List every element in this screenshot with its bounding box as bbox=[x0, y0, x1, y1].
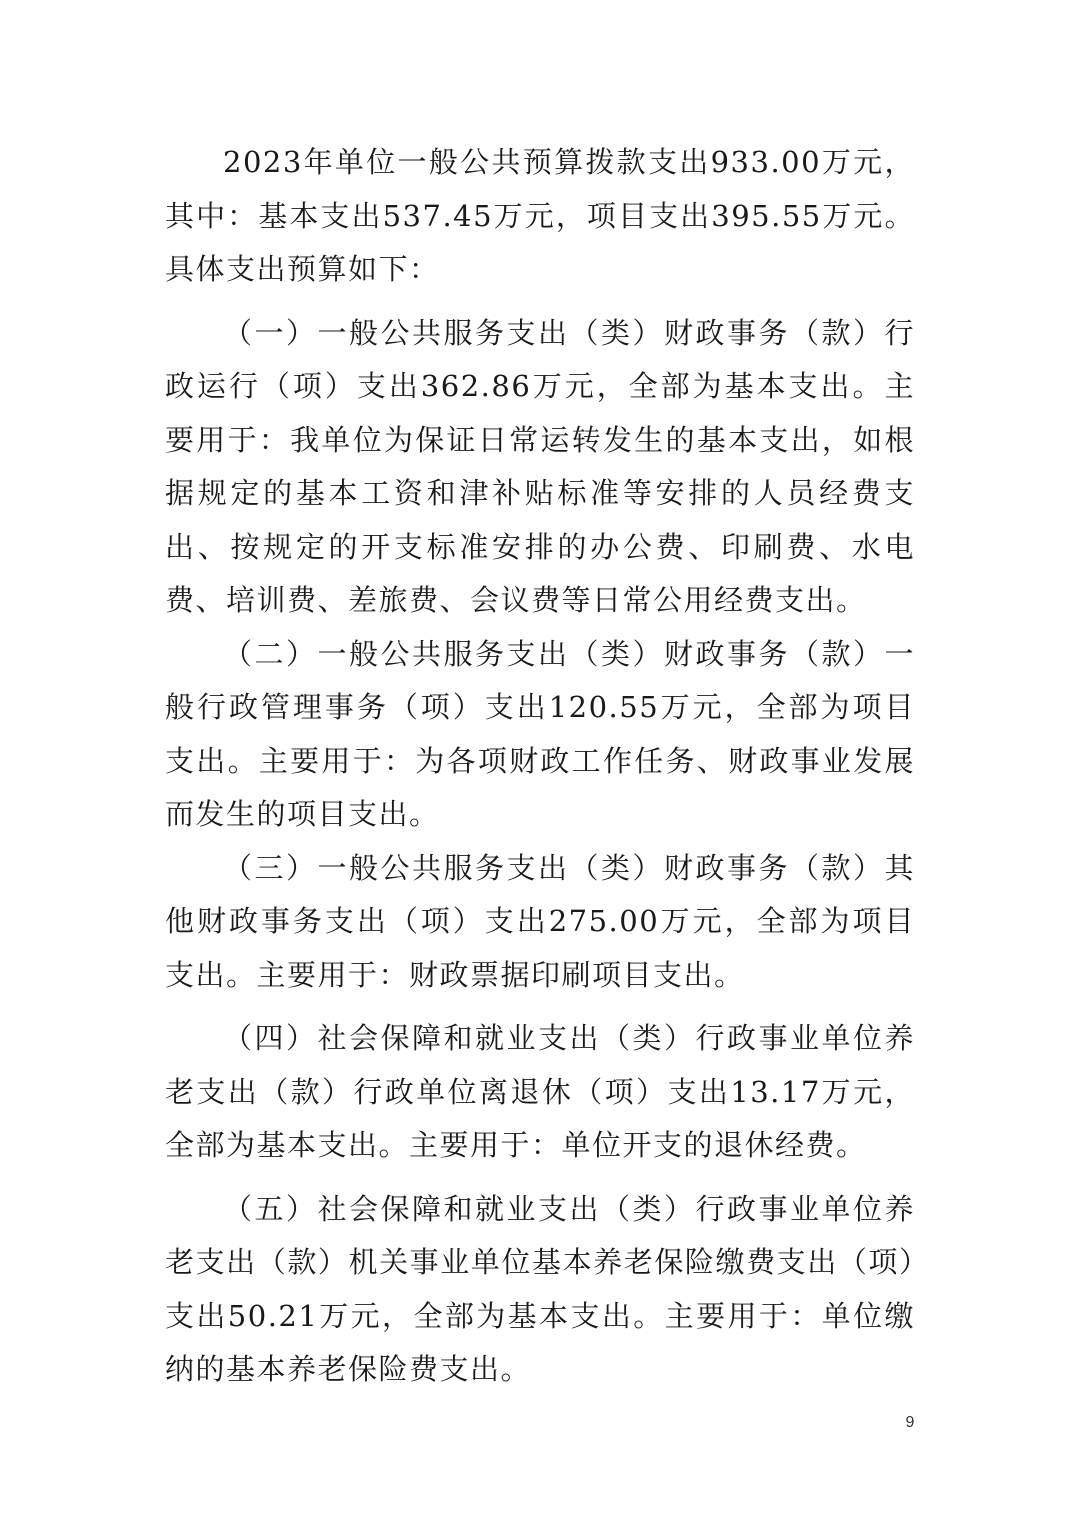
paragraph-budget-summary: 2023年单位一般公共预算拨款支出933.00万元，其中：基本支出537.45万元，项目支出395.55万元。具体支出预算如下： bbox=[165, 145, 915, 286]
page-number: 9 bbox=[905, 1414, 915, 1431]
paragraph-item-2: （二）一般公共服务支出（类）财政事务（款）一般行政管理事务（项）支出120.55万元，全部为项目支出。主要用于：为各项财政工作任务、财政事业发展而发生的项目支出。 bbox=[165, 636, 915, 831]
paragraph-item-4: （四）社会保障和就业支出（类）行政事业单位养老支出（款）行政单位离退休（项）支出13.17万元，全部为基本支出。主要用于：单位开支的退休经费。 bbox=[165, 1021, 915, 1162]
paragraph-item-3: （三）一般公共服务支出（类）财政事务（款）其他财政事务支出（项）支出275.00万元，全部为项目支出。主要用于：财政票据印刷项目支出。 bbox=[165, 850, 915, 992]
paragraph-item-1: （一）一般公共服务支出（类）财政事务（款）行政运行（项）支出362.86万元，全部为基本支出。主要用于：我单位为保证日常运转发生的基本支出，如根据规定的基本工资和津补贴标准等安排的人员经费支出、按规定的开支标准安排的办公费、印刷费、水电费、培训费、差旅费、会议费等日常公用经费支出。 bbox=[165, 315, 915, 617]
document-body bbox=[165, 136, 915, 1397]
paragraph-item-5: （五）社会保障和就业支出（类）行政事业单位养老支出（款）机关事业单位基本养老保险缴费支出（项）支出50.21万元，全部为基本支出。主要用于：单位缴纳的基本养老保险费支出。 bbox=[165, 1191, 915, 1386]
